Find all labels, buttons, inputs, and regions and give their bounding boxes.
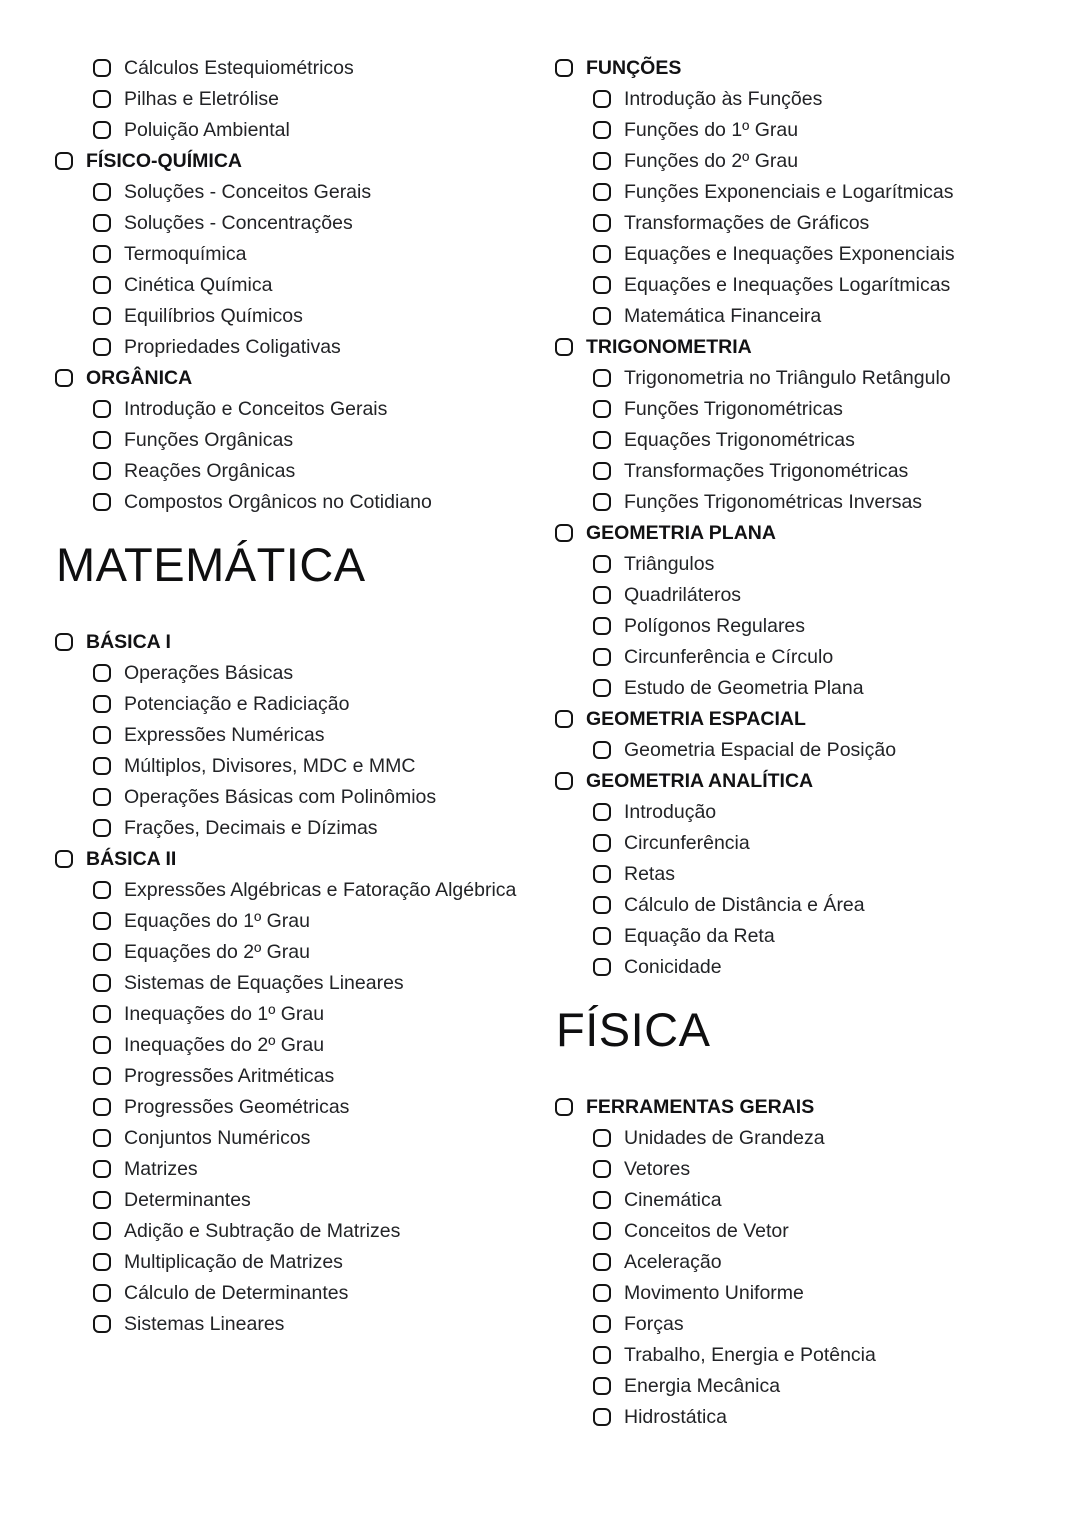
topic-label: Equações do 1º Grau bbox=[124, 909, 310, 932]
checkbox[interactable] bbox=[93, 664, 111, 682]
topic-label: Pilhas e Eletrólise bbox=[124, 88, 279, 110]
checkbox[interactable] bbox=[593, 400, 611, 418]
topic-row bbox=[555, 1407, 1025, 1429]
checkbox[interactable] bbox=[93, 1315, 111, 1333]
topic-label: Cinética Química bbox=[124, 274, 273, 296]
checkbox[interactable] bbox=[93, 1067, 111, 1085]
topic-label: Vetores bbox=[624, 1157, 691, 1180]
section-row bbox=[555, 337, 1025, 359]
topic-label: Determinantes bbox=[124, 1188, 251, 1211]
topic-label: Funções do 2º Grau bbox=[624, 150, 799, 172]
topic-row bbox=[55, 973, 525, 995]
topic-row bbox=[555, 1128, 1025, 1150]
topic-row bbox=[555, 399, 1025, 421]
section-label: TRIGONOMETRIA bbox=[586, 336, 752, 358]
checkbox[interactable] bbox=[93, 493, 111, 511]
topic-label: Potenciação e Radiciação bbox=[124, 692, 350, 715]
topic-row bbox=[555, 1252, 1025, 1274]
topic-row bbox=[55, 399, 525, 421]
section-label: BÁSICA II bbox=[86, 847, 177, 870]
topic-row bbox=[555, 306, 1025, 328]
topic-row bbox=[55, 1252, 525, 1274]
topic-label: Soluções - Concentrações bbox=[124, 212, 353, 234]
checkbox[interactable] bbox=[93, 183, 111, 201]
section-label: FÍSICO-QUÍMICA bbox=[86, 150, 242, 172]
checkbox[interactable] bbox=[593, 1191, 611, 1209]
topic-label: Progressões Aritméticas bbox=[124, 1064, 335, 1087]
topic-label: Inequações do 2º Grau bbox=[124, 1033, 325, 1056]
section-label: ORGÂNICA bbox=[86, 367, 193, 389]
checkbox[interactable] bbox=[93, 695, 111, 713]
chapter-title: MATEMÁTICA bbox=[56, 537, 366, 591]
right-column bbox=[555, 58, 1025, 1506]
topic-label: Circunferência e Círculo bbox=[624, 646, 834, 668]
topic-row bbox=[55, 818, 525, 840]
checkbox[interactable] bbox=[93, 1129, 111, 1147]
topic-row bbox=[555, 1283, 1025, 1305]
checkbox[interactable] bbox=[93, 431, 111, 449]
topic-row bbox=[555, 492, 1025, 514]
topic-label: Equações Trigonométricas bbox=[624, 429, 855, 451]
topic-row bbox=[55, 1128, 525, 1150]
checkbox[interactable] bbox=[593, 121, 611, 139]
topic-label: Equações e Inequações Logarítmicas bbox=[624, 274, 951, 296]
checkbox[interactable] bbox=[593, 1377, 611, 1395]
checkbox[interactable] bbox=[555, 338, 573, 356]
topic-label: Múltiplos, Divisores, MDC e MMC bbox=[124, 754, 416, 777]
topic-label: Introdução às Funções bbox=[624, 88, 823, 110]
topic-row bbox=[555, 120, 1025, 142]
topic-row bbox=[555, 678, 1025, 700]
topic-label: Trigonometria no Triângulo Retângulo bbox=[624, 367, 951, 389]
section-row bbox=[55, 632, 525, 654]
topic-label: Retas bbox=[624, 863, 675, 885]
topic-label: Trabalho, Energia e Potência bbox=[624, 1343, 876, 1366]
checkbox[interactable] bbox=[593, 741, 611, 759]
topic-row bbox=[55, 1066, 525, 1088]
topic-label: Estudo de Geometria Plana bbox=[624, 677, 864, 699]
checkbox[interactable] bbox=[593, 214, 611, 232]
checkbox[interactable] bbox=[593, 90, 611, 108]
checkbox[interactable] bbox=[555, 524, 573, 542]
topic-label: Equação da Reta bbox=[624, 925, 775, 947]
topic-label: Compostos Orgânicos no Cotidiano bbox=[124, 491, 432, 513]
topic-row bbox=[555, 895, 1025, 917]
topic-row bbox=[555, 740, 1025, 762]
topic-label: Progressões Geométricas bbox=[124, 1095, 350, 1118]
topic-label: Equações e Inequações Exponenciais bbox=[624, 243, 955, 265]
topic-row bbox=[55, 461, 525, 483]
topic-row bbox=[55, 1314, 525, 1336]
checkbox[interactable] bbox=[593, 1315, 611, 1333]
topic-label: Transformações de Gráficos bbox=[624, 212, 870, 234]
topic-row bbox=[55, 880, 525, 902]
checkbox[interactable] bbox=[93, 1191, 111, 1209]
topic-label: Adição e Subtração de Matrizes bbox=[124, 1219, 401, 1242]
topic-label: Operações Básicas com Polinômios bbox=[124, 785, 437, 808]
topic-label: Funções Exponenciais e Logarítmicas bbox=[624, 181, 954, 203]
section-label: GEOMETRIA ANALÍTICA bbox=[586, 770, 814, 792]
topic-row bbox=[555, 213, 1025, 235]
topic-label: Poluição Ambiental bbox=[124, 119, 290, 141]
checkbox[interactable] bbox=[593, 152, 611, 170]
checkbox[interactable] bbox=[93, 245, 111, 263]
section-label: GEOMETRIA PLANA bbox=[586, 522, 776, 544]
topic-label: Funções Orgânicas bbox=[124, 429, 294, 451]
topic-label: Soluções - Conceitos Gerais bbox=[124, 181, 372, 203]
topic-row bbox=[55, 58, 525, 80]
topic-row bbox=[55, 337, 525, 359]
checkbox[interactable] bbox=[93, 1098, 111, 1116]
topic-row bbox=[55, 1097, 525, 1119]
topic-label: Forças bbox=[624, 1312, 684, 1335]
checkbox[interactable] bbox=[93, 214, 111, 232]
checkbox[interactable] bbox=[93, 400, 111, 418]
chapter-title: FÍSICA bbox=[556, 1002, 711, 1056]
checkbox[interactable] bbox=[593, 803, 611, 821]
checkbox[interactable] bbox=[593, 1346, 611, 1364]
topic-row bbox=[555, 275, 1025, 297]
topic-label: Inequações do 1º Grau bbox=[124, 1002, 325, 1025]
left-column bbox=[55, 58, 525, 1506]
topic-label: Cálculo de Distância e Área bbox=[624, 894, 865, 916]
topic-row bbox=[555, 151, 1025, 173]
topic-row bbox=[55, 89, 525, 111]
section-label: FUNÇÕES bbox=[586, 57, 682, 79]
topic-row bbox=[55, 663, 525, 685]
topic-label: Quadriláteros bbox=[624, 584, 742, 606]
checkbox[interactable] bbox=[93, 462, 111, 480]
checkbox[interactable] bbox=[93, 307, 111, 325]
topic-row bbox=[555, 616, 1025, 638]
checkbox[interactable] bbox=[55, 152, 73, 170]
checkbox[interactable] bbox=[93, 276, 111, 294]
checkbox[interactable] bbox=[593, 648, 611, 666]
section-label: FERRAMENTAS GERAIS bbox=[586, 1095, 815, 1118]
topic-row bbox=[55, 1221, 525, 1243]
topic-label: Matemática Financeira bbox=[624, 305, 822, 327]
topic-row bbox=[555, 461, 1025, 483]
topic-row bbox=[555, 368, 1025, 390]
section-label: GEOMETRIA ESPACIAL bbox=[586, 708, 806, 730]
checkbox[interactable] bbox=[93, 726, 111, 744]
topic-row bbox=[55, 1159, 525, 1181]
topic-label: Funções Trigonométricas bbox=[624, 398, 843, 420]
topic-label: Equilíbrios Químicos bbox=[124, 305, 303, 327]
topic-label: Sistemas de Equações Lineares bbox=[124, 971, 404, 994]
topic-label: Multiplicação de Matrizes bbox=[124, 1250, 343, 1273]
checkbox[interactable] bbox=[593, 1408, 611, 1426]
topic-row bbox=[55, 1035, 525, 1057]
checkbox[interactable] bbox=[93, 819, 111, 837]
checkbox[interactable] bbox=[593, 896, 611, 914]
topic-label: Introdução bbox=[624, 801, 717, 823]
topic-label: Conicidade bbox=[624, 956, 722, 978]
topic-label: Frações, Decimais e Dízimas bbox=[124, 816, 378, 839]
topic-label: Energia Mecânica bbox=[624, 1374, 781, 1397]
topic-label: Introdução e Conceitos Gerais bbox=[124, 398, 388, 420]
topic-row bbox=[555, 802, 1025, 824]
checkbox[interactable] bbox=[593, 431, 611, 449]
topic-label: Geometria Espacial de Posição bbox=[624, 739, 897, 761]
topic-label: Matrizes bbox=[124, 1157, 198, 1180]
checkbox[interactable] bbox=[93, 881, 111, 899]
topic-row bbox=[55, 756, 525, 778]
checkbox[interactable] bbox=[93, 90, 111, 108]
topic-row bbox=[55, 182, 525, 204]
topic-label: Cinemática bbox=[624, 1188, 722, 1211]
topic-label: Funções Trigonométricas Inversas bbox=[624, 491, 923, 513]
topic-label: Movimento Uniforme bbox=[624, 1281, 804, 1304]
checkbox[interactable] bbox=[593, 586, 611, 604]
checkbox[interactable] bbox=[593, 245, 611, 263]
section-label: BÁSICA I bbox=[86, 630, 171, 653]
checkbox[interactable] bbox=[555, 1098, 573, 1116]
topic-row bbox=[55, 787, 525, 809]
checkbox[interactable] bbox=[593, 1253, 611, 1271]
topic-label: Circunferência bbox=[624, 832, 750, 854]
topic-row bbox=[55, 1190, 525, 1212]
checkbox[interactable] bbox=[93, 1253, 111, 1271]
topic-label: Expressões Algébricas e Fatoração Algébrica bbox=[124, 878, 517, 901]
topic-row bbox=[55, 942, 525, 964]
checkbox[interactable] bbox=[93, 1036, 111, 1054]
checkbox[interactable] bbox=[55, 369, 73, 387]
topic-row bbox=[55, 911, 525, 933]
topic-row bbox=[555, 1159, 1025, 1181]
topic-row bbox=[55, 213, 525, 235]
topic-row bbox=[555, 430, 1025, 452]
topic-label: Sistemas Lineares bbox=[124, 1312, 285, 1335]
topic-row bbox=[555, 182, 1025, 204]
topic-label: Conceitos de Vetor bbox=[624, 1219, 789, 1242]
checkbox[interactable] bbox=[593, 1160, 611, 1178]
checkbox[interactable] bbox=[593, 493, 611, 511]
topic-row bbox=[555, 1345, 1025, 1367]
topic-label: Cálculos Estequiométricos bbox=[124, 57, 354, 79]
topic-row bbox=[555, 89, 1025, 111]
checkbox[interactable] bbox=[593, 462, 611, 480]
checkbox[interactable] bbox=[593, 183, 611, 201]
topic-row bbox=[555, 864, 1025, 886]
topic-label: Reações Orgânicas bbox=[124, 460, 296, 482]
checkbox[interactable] bbox=[593, 1284, 611, 1302]
topic-label: Unidades de Grandeza bbox=[624, 1126, 825, 1149]
checkbox[interactable] bbox=[593, 617, 611, 635]
checkbox[interactable] bbox=[593, 958, 611, 976]
checkbox[interactable] bbox=[93, 1222, 111, 1240]
topic-row bbox=[555, 585, 1025, 607]
topic-row bbox=[555, 833, 1025, 855]
section-row bbox=[55, 368, 525, 390]
checkbox[interactable] bbox=[93, 59, 111, 77]
topic-row bbox=[55, 1004, 525, 1026]
checkbox[interactable] bbox=[55, 850, 73, 868]
checkbox[interactable] bbox=[555, 772, 573, 790]
checkbox[interactable] bbox=[93, 788, 111, 806]
checkbox[interactable] bbox=[593, 679, 611, 697]
topic-label: Propriedades Coligativas bbox=[124, 336, 341, 358]
section-row bbox=[55, 151, 525, 173]
section-row bbox=[555, 709, 1025, 731]
checkbox[interactable] bbox=[55, 633, 73, 651]
checkbox[interactable] bbox=[593, 1222, 611, 1240]
topic-row bbox=[555, 1190, 1025, 1212]
topic-row bbox=[555, 554, 1025, 576]
section-row bbox=[555, 523, 1025, 545]
topic-row bbox=[555, 957, 1025, 979]
topic-row bbox=[55, 694, 525, 716]
checkbox[interactable] bbox=[93, 1284, 111, 1302]
checkbox[interactable] bbox=[93, 1160, 111, 1178]
topic-label: Operações Básicas bbox=[124, 661, 294, 684]
checkbox[interactable] bbox=[593, 307, 611, 325]
checkbox[interactable] bbox=[93, 757, 111, 775]
checkbox[interactable] bbox=[93, 974, 111, 992]
topic-row bbox=[555, 1376, 1025, 1398]
topic-row bbox=[55, 306, 525, 328]
topic-label: Termoquímica bbox=[124, 243, 247, 265]
topic-row bbox=[555, 647, 1025, 669]
checkbox[interactable] bbox=[93, 338, 111, 356]
topic-label: Hidrostática bbox=[624, 1405, 727, 1428]
checkbox[interactable] bbox=[93, 943, 111, 961]
topic-row bbox=[555, 926, 1025, 948]
checkbox[interactable] bbox=[593, 555, 611, 573]
checkbox[interactable] bbox=[593, 927, 611, 945]
topic-row bbox=[55, 725, 525, 747]
topic-row bbox=[55, 1283, 525, 1305]
topic-row bbox=[555, 1221, 1025, 1243]
topic-row bbox=[555, 244, 1025, 266]
checkbox[interactable] bbox=[93, 1005, 111, 1023]
topic-row bbox=[55, 275, 525, 297]
checkbox[interactable] bbox=[93, 912, 111, 930]
section-row bbox=[555, 1097, 1025, 1119]
checkbox[interactable] bbox=[593, 865, 611, 883]
topic-label: Polígonos Regulares bbox=[624, 615, 806, 637]
topic-label: Aceleração bbox=[624, 1250, 722, 1273]
topic-label: Conjuntos Numéricos bbox=[124, 1126, 311, 1149]
topic-label: Expressões Numéricas bbox=[124, 723, 325, 746]
topic-row bbox=[555, 1314, 1025, 1336]
checkbox[interactable] bbox=[593, 369, 611, 387]
checkbox[interactable] bbox=[593, 276, 611, 294]
section-row bbox=[55, 849, 525, 871]
topic-row bbox=[55, 430, 525, 452]
section-row bbox=[555, 771, 1025, 793]
checkbox[interactable] bbox=[593, 1129, 611, 1147]
topic-row bbox=[55, 120, 525, 142]
checkbox[interactable] bbox=[593, 834, 611, 852]
topic-label: Cálculo de Determinantes bbox=[124, 1281, 349, 1304]
topic-row bbox=[55, 244, 525, 266]
topic-label: Transformações Trigonométricas bbox=[624, 460, 909, 482]
topic-label: Triângulos bbox=[624, 553, 715, 575]
topic-label: Equações do 2º Grau bbox=[124, 940, 310, 963]
topic-label: Funções do 1º Grau bbox=[624, 119, 799, 141]
checkbox[interactable] bbox=[555, 710, 573, 728]
topic-row bbox=[55, 492, 525, 514]
section-row bbox=[555, 58, 1025, 80]
checkbox[interactable] bbox=[555, 59, 573, 77]
checkbox[interactable] bbox=[93, 121, 111, 139]
